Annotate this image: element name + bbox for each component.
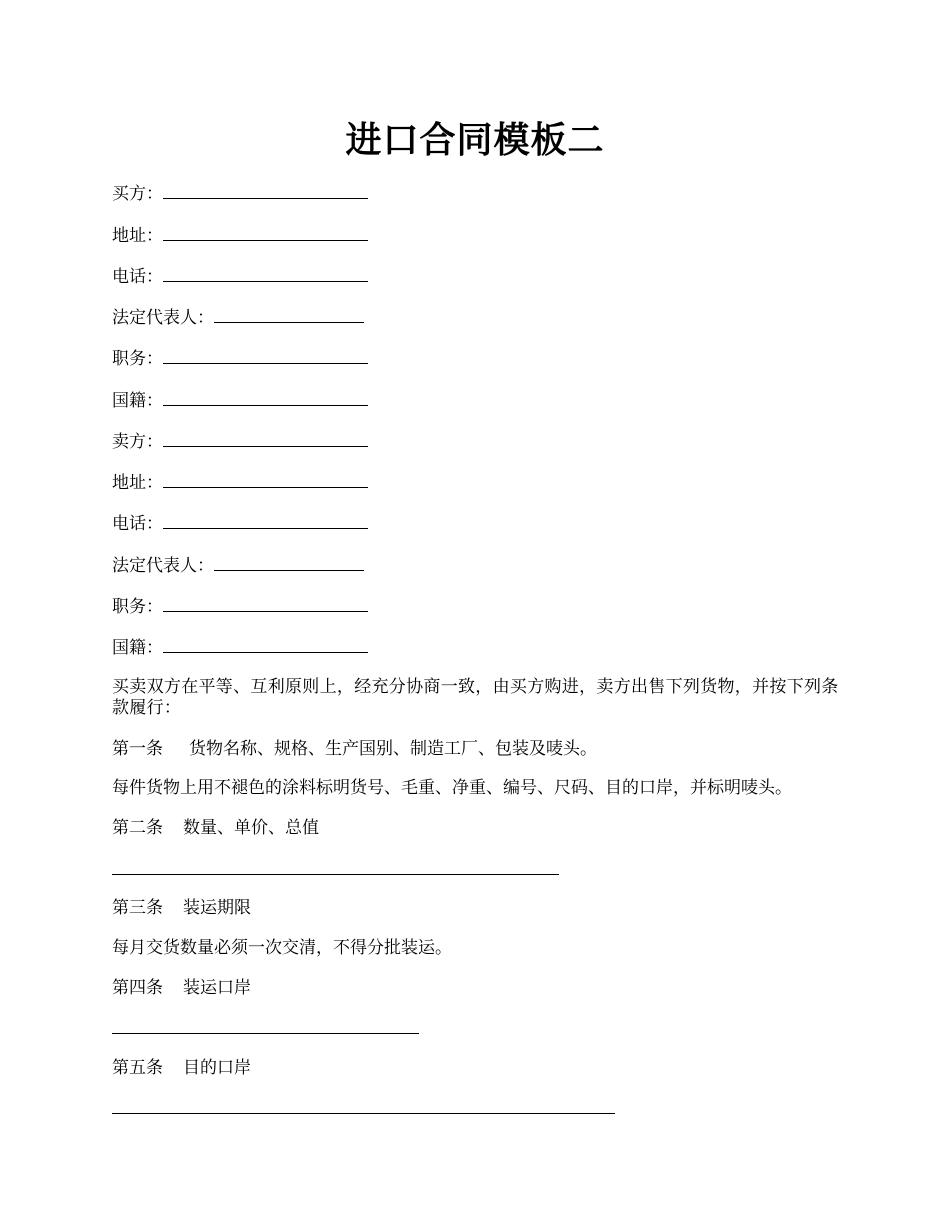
clause-title: 货物名称、规格、生产国别、制造工厂、包装及唛头。 — [189, 739, 597, 759]
field-label: 买方： — [112, 184, 163, 204]
field-label: 国籍： — [112, 638, 163, 658]
blank-line[interactable] — [214, 553, 364, 571]
blank-line[interactable] — [163, 429, 368, 447]
seller-name-field — [112, 429, 368, 453]
blank-line[interactable] — [163, 635, 368, 653]
clause-number: 第三条 — [112, 898, 163, 918]
clause-title: 数量、单价、总值 — [183, 818, 319, 838]
blank-line[interactable] — [163, 223, 368, 241]
document-title: 进口合同模板二 — [345, 120, 605, 161]
blank-line[interactable] — [163, 470, 368, 488]
field-label: 地址： — [112, 473, 163, 493]
seller-phone-field — [112, 511, 368, 535]
seller-address-field — [112, 470, 368, 494]
field-label: 法定代表人： — [112, 556, 214, 576]
blank-line[interactable] — [163, 181, 368, 199]
blank-line[interactable] — [214, 305, 364, 323]
buyer-legal-rep-field — [112, 305, 364, 329]
clause-5-blank-line[interactable] — [112, 1113, 615, 1114]
field-label: 地址： — [112, 226, 163, 246]
field-label: 电话： — [112, 514, 163, 534]
field-label: 卖方： — [112, 432, 163, 452]
field-label: 职务： — [112, 349, 163, 369]
clause-2-blank-line[interactable] — [112, 874, 559, 875]
blank-line[interactable] — [163, 388, 368, 406]
clause-title: 装运期限 — [183, 898, 251, 918]
clause-3-body: 每月交货数量必须一次交清，不得分批装运。 — [112, 938, 452, 958]
clause-number: 第四条 — [112, 978, 163, 998]
blank-line[interactable] — [163, 594, 368, 612]
buyer-position-field — [112, 346, 368, 370]
clause-4-blank-line[interactable] — [112, 1033, 419, 1034]
clause-1-body: 每件货物上用不褪色的涂料标明货号、毛重、净重、编号、尺码、目的口岸，并标明唛头。 — [112, 778, 792, 798]
seller-legal-rep-field — [112, 553, 364, 577]
clause-title: 目的口岸 — [183, 1058, 251, 1078]
buyer-name-field — [112, 181, 368, 205]
field-label: 电话： — [112, 267, 163, 287]
clause-3-heading — [112, 897, 251, 919]
field-label: 国籍： — [112, 391, 163, 411]
clause-4-heading — [112, 977, 251, 999]
blank-line[interactable] — [163, 346, 368, 364]
field-label: 职务： — [112, 597, 163, 617]
clause-title: 装运口岸 — [183, 978, 251, 998]
clause-5-heading — [112, 1057, 251, 1079]
clause-2-heading — [112, 817, 319, 839]
buyer-nationality-field — [112, 388, 368, 412]
intro-paragraph: 买卖双方在平等、互利原则上，经充分协商一致，由买方购进，卖方出售下列货物，并按下列条款履行： — [112, 677, 839, 718]
seller-position-field — [112, 594, 368, 618]
clause-number: 第二条 — [112, 818, 163, 838]
buyer-phone-field — [112, 264, 368, 288]
blank-line[interactable] — [163, 511, 368, 529]
clause-number: 第五条 — [112, 1058, 163, 1078]
clause-number: 第一条 — [112, 739, 163, 759]
buyer-address-field — [112, 223, 368, 247]
field-label: 法定代表人： — [112, 308, 214, 328]
blank-line[interactable] — [163, 264, 368, 282]
clause-1-heading — [112, 738, 597, 760]
seller-nationality-field — [112, 635, 368, 659]
